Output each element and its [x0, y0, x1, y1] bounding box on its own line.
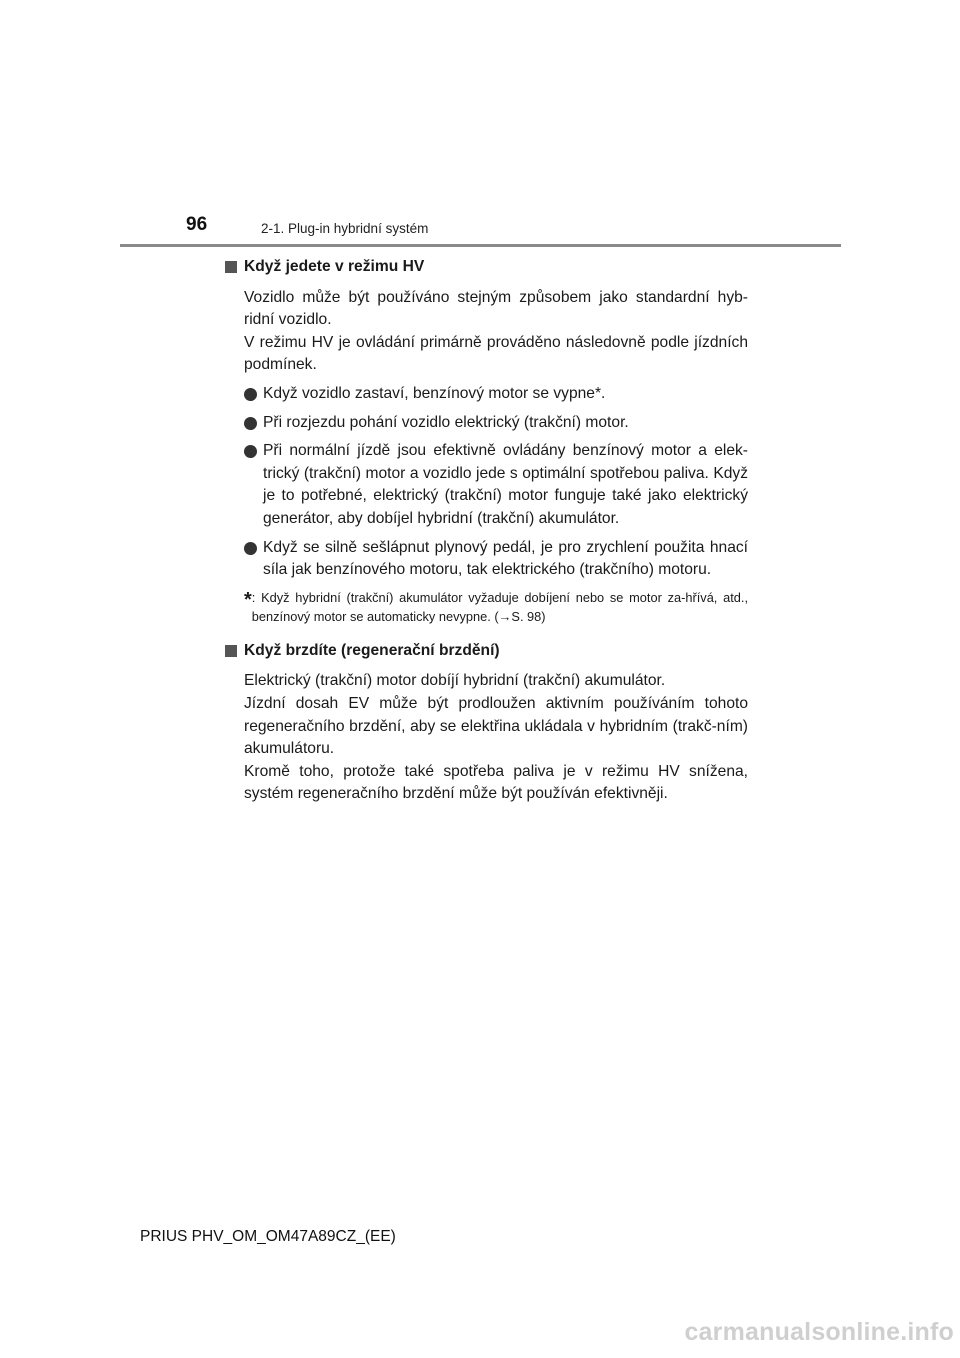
- list-item: [244, 412, 748, 435]
- paragraph: Vozidlo může být používáno stejným způsobem jako standardní hyb-ridní vozidlo.: [244, 288, 748, 329]
- footnote: [244, 588, 748, 626]
- paragraph: Elektrický (trakční) motor dobíjí hybridní (trakční) akumulátor.: [244, 672, 666, 690]
- section-heading: [224, 256, 748, 279]
- section-regenerative-braking: [224, 640, 748, 806]
- list-item: [244, 383, 748, 406]
- document-code: PRIUS PHV_OM_OM47A89CZ_(EE): [140, 1228, 396, 1245]
- footnote-mark: *: [244, 588, 252, 611]
- section-hv-mode: [224, 256, 748, 626]
- heading-text: Když jedete v režimu HV: [244, 258, 425, 275]
- footnote-text: : Když hybridní (trakční) akumulátor vyžaduje dobíjení nebo se motor za-hřívá, atd., benzínový motor se automaticky nevypne. (→S. 98): [251, 589, 748, 624]
- list-item-text: Když se silně sešlápnut plynový pedál, je pro zrychlení použita hnací síla jak benzínového motoru, tak elektrického (trakčního) motoru.: [263, 538, 748, 579]
- paragraph: V režimu HV je ovládání primárně prováděno následovně podle jízdních podmínek.: [244, 333, 748, 374]
- square-bullet-icon: [225, 261, 237, 273]
- list-item-text: Když vozidlo zastaví, benzínový motor se vypne*.: [263, 384, 606, 402]
- circle-bullet-icon: [244, 542, 257, 555]
- paragraph: Kromě toho, protože také spotřeba paliva je v režimu HV snížena, systém regeneračního brzdění může být používán efektivněji.: [244, 762, 748, 803]
- circle-bullet-icon: [244, 445, 257, 458]
- section-label: 2-1. Plug-in hybridní systém: [261, 221, 429, 236]
- section-heading: [224, 640, 748, 663]
- watermark-text: carmanualsonline.info: [684, 1318, 954, 1346]
- heading-text: Když brzdíte (regenerační brzdění): [244, 641, 500, 659]
- page-number: 96: [186, 214, 208, 235]
- circle-bullet-icon: [244, 388, 257, 401]
- content-area: [224, 256, 748, 820]
- square-bullet-icon: [225, 645, 237, 657]
- circle-bullet-icon: [244, 417, 257, 430]
- paragraph: Jízdní dosah EV může být prodloužen aktivním používáním tohoto regeneračního brzdění, aby se elektřina ukládala v hybridním (trakč-ním) akumulátoru.: [244, 694, 748, 758]
- header-divider: [120, 244, 841, 247]
- list-item-text: Při normální jízdě jsou efektivně ovládány benzínový motor a elek-trický (trakční) motor a vozidlo jede s optimální spotřebou paliva. Když je to potřebné, elektrický (trakční) motor funguje také jako elektrický generátor, aby dobíjel hybridní (trakční) akumulátor.: [263, 442, 748, 527]
- list-item: [244, 537, 748, 582]
- bullet-list: [244, 383, 748, 582]
- list-item: [244, 440, 748, 530]
- list-item-text: Při rozjezdu pohání vozidlo elektrický (trakční) motor.: [263, 413, 629, 431]
